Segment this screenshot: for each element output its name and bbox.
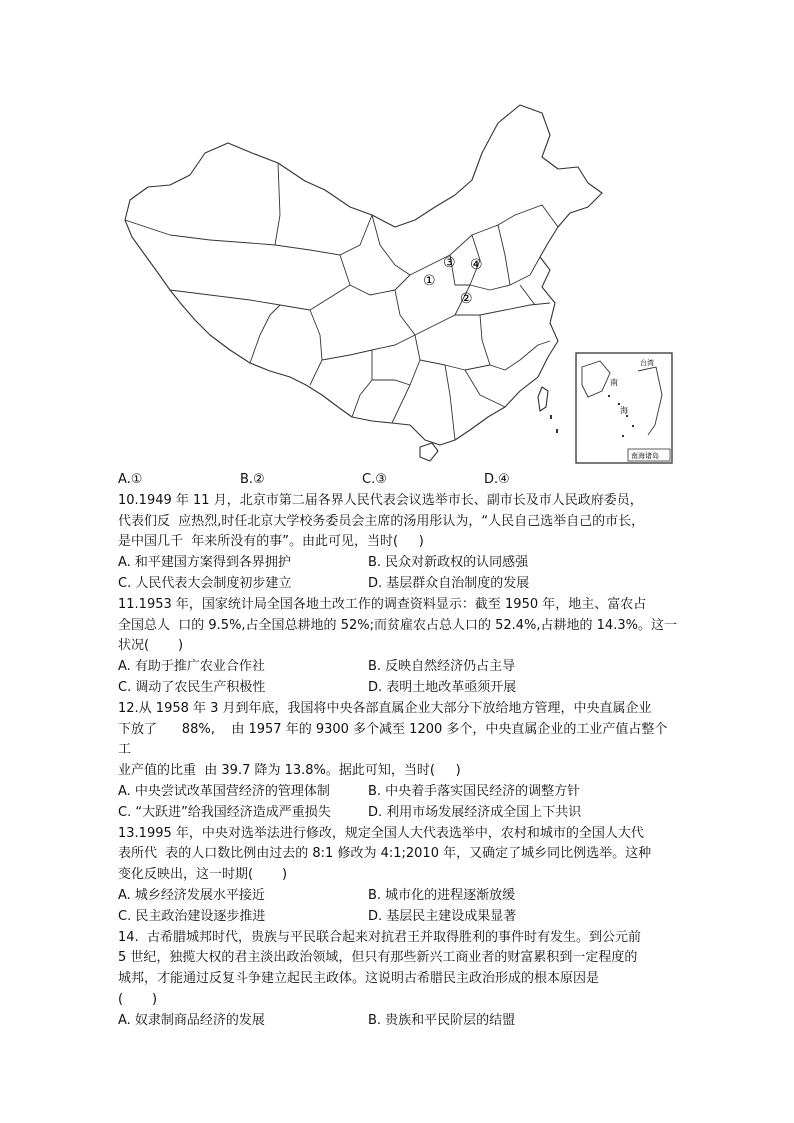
q12-option-a[interactable]: A. 中央尝试改革国营经济的管理体制 bbox=[118, 783, 330, 799]
q11-option-c[interactable]: C. 调动了农民生产积极性 bbox=[118, 679, 266, 695]
q9-option-b[interactable]: B.② bbox=[240, 472, 265, 487]
q14-line-1: 14. 古希腊城邦时代，贵族与平民联合起来对抗君王并取得胜利的事件时有发生。到公元前 bbox=[118, 929, 641, 945]
q11-line-2: 全国总人 口的 9.5%,占全国总耕地的 52%;而贫雇农占总人口的 52.4%,占耕地的 14.3%。这一 bbox=[118, 617, 677, 633]
q14-options-row-1 bbox=[118, 1011, 678, 1032]
q11-options-row-2 bbox=[118, 678, 678, 699]
q10-option-c[interactable]: C. 人民代表大会制度初步建立 bbox=[118, 575, 292, 591]
q11-line-1: 11.1953 年，国家统计局全国各地土改工作的调查资料显示：截至 1950 年，地主、富农占 bbox=[118, 596, 647, 612]
q10-option-d[interactable]: D. 基层群众自治制度的发展 bbox=[368, 575, 530, 591]
q14-line-2: 5 世纪，独揽大权的君主淡出政治领域，但只有那些新兴工商业者的财富累积到一定程度的 bbox=[118, 950, 638, 966]
map-marker-3: ③ bbox=[443, 255, 456, 271]
china-map bbox=[110, 95, 690, 470]
q12-options-row-2 bbox=[118, 803, 678, 824]
q13-option-c[interactable]: C. 民主政治建设逐步推进 bbox=[118, 908, 266, 924]
q11-option-a[interactable]: A. 有助于推广农业合作社 bbox=[118, 659, 265, 675]
q14-option-a[interactable]: A. 奴隶制商品经济的发展 bbox=[118, 1012, 265, 1028]
question-content bbox=[118, 470, 678, 1032]
inset-label-nan: 南 bbox=[610, 378, 618, 387]
south-china-sea-inset bbox=[576, 353, 672, 463]
q9-option-c[interactable]: C.③ bbox=[362, 472, 387, 487]
q12-options-row-1 bbox=[118, 782, 678, 803]
inset-label-taiwan: 台湾 bbox=[640, 359, 654, 367]
q12-option-b[interactable]: B. 中央着手落实国民经济的调整方针 bbox=[368, 783, 581, 799]
q11-option-b[interactable]: B. 反映自然经济仍占主导 bbox=[368, 659, 516, 675]
map-taiwan bbox=[538, 387, 548, 411]
map-marker-4: ④ bbox=[470, 257, 483, 273]
map-marker-2: ② bbox=[460, 291, 473, 307]
q12-line-1: 12.从 1958 年 3 月到年底，我国将中央各部直属企业大部分下放给地方管理，中央直属企业 bbox=[118, 700, 652, 716]
q13-option-b[interactable]: B. 城市化的进程逐渐放缓 bbox=[368, 887, 516, 903]
q10-line-1: 10.1949 年 11 月，北京市第二届各界人民代表会议选举市长、副市长及市人民政府委员， bbox=[118, 492, 643, 508]
map-boundaries bbox=[125, 163, 558, 440]
q13-line-3: 变化反映出，这一时期( ) bbox=[118, 867, 288, 883]
q12-option-d[interactable]: D. 利用市场发展经济成全国上下共识 bbox=[368, 804, 582, 820]
q13-line-2: 表所代 表的人口数比例由过去的 8:1 修改为 4:1;2010 年，又确定了城乡同比例选举。这种 bbox=[118, 846, 652, 862]
q13-option-d[interactable]: D. 基层民主建设成果显著 bbox=[368, 908, 517, 924]
q14-line-3: 城邦，才能通过反复斗争建立起民主政体。这说明古希腊民主政治形成的根本原因是 bbox=[118, 971, 600, 987]
q11-option-d[interactable]: D. 表明土地改革亟须开展 bbox=[368, 679, 517, 695]
q9-option-a[interactable]: A.① bbox=[118, 472, 143, 487]
q9-option-d[interactable]: D.④ bbox=[484, 472, 510, 487]
q10-line-2: 代表们反 应热烈,时任北京大学校务委员会主席的汤用彤认为，“人民自己选举自己的市长， bbox=[118, 513, 645, 529]
map-islands bbox=[550, 415, 558, 433]
q12-option-c[interactable]: C. “大跃进”给我国经济造成严重损失 bbox=[118, 804, 331, 820]
q9-options bbox=[118, 470, 678, 491]
q14-line-4: ( ) bbox=[118, 991, 158, 1007]
q13-options-row-2 bbox=[118, 907, 678, 928]
inset-caption: 南海诸岛 bbox=[631, 452, 659, 460]
china-map-svg bbox=[110, 95, 690, 470]
q14-option-b[interactable]: B. 贵族和平民阶层的结盟 bbox=[368, 1012, 516, 1028]
q13-option-a[interactable]: A. 城乡经济发展水平接近 bbox=[118, 887, 265, 903]
q12-line-2: 下放了 88%, 由 1957 年的 9300 多个减至 1200 多个，中央直属企业的工业产值占整个工 bbox=[118, 721, 668, 758]
q12-line-3: 业产值的比重 由 39.7 降为 13.8%。据此可知，当时( ) bbox=[118, 763, 461, 779]
inset-label-hai: 海 bbox=[620, 406, 628, 415]
q10-line-3: 是中国几千 年来所没有的事”。由此可见，当时( ) bbox=[118, 534, 424, 550]
q11-line-3: 状况( ) bbox=[118, 638, 184, 654]
q10-options-row-2 bbox=[118, 574, 678, 595]
q11-options-row-1 bbox=[118, 657, 678, 678]
map-marker-1: ① bbox=[423, 273, 436, 289]
q10-option-a[interactable]: A. 和平建国方案得到各界拥护 bbox=[118, 555, 291, 571]
q10-options-row-1 bbox=[118, 553, 678, 574]
q10-option-b[interactable]: B. 民众对新政权的认同感强 bbox=[368, 555, 529, 571]
q13-options-row-1 bbox=[118, 886, 678, 907]
map-hainan bbox=[420, 443, 438, 461]
q13-line-1: 13.1995 年，中央对选举法进行修改，规定全国人大代表选举中，农村和城市的全国人大代 bbox=[118, 825, 644, 841]
